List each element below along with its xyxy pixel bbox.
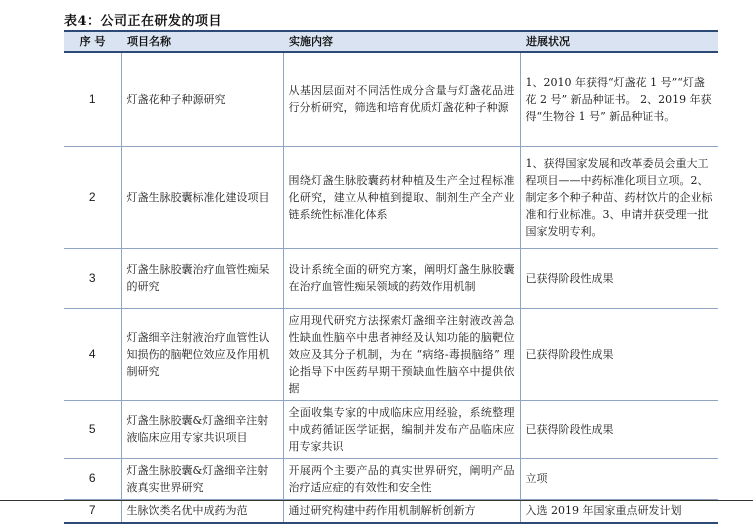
project-name: 灯盏细辛注射液治疗血管性认知损伤的脑靶位效应及作用机制研究 bbox=[121, 309, 283, 401]
project-content bbox=[283, 500, 520, 524]
project-status: 1、获得国家发展和改革委员会重大工程项目——中药标准化项目立项。2、制定多个种子种苗、药材饮片的企业标准和行业标准。3、申请并获受理一批国家发明专利。 bbox=[520, 147, 718, 249]
project-name bbox=[121, 500, 283, 524]
project-content: 设计系统全面的研究方案，阐明灯盏生脉胶囊在治疗血管性痴呆领域的药效作用机制 bbox=[283, 249, 520, 309]
project-content: 开展两个主要产品的真实世界研究，阐明产品治疗适应症的有效性和安全性 bbox=[283, 459, 520, 500]
table-header-row bbox=[64, 31, 718, 52]
project-name: 灯盏生脉胶囊&灯盏细辛注射液真实世界研究 bbox=[121, 459, 283, 500]
row-number: 3 bbox=[64, 249, 121, 309]
project-status: 立项 bbox=[520, 459, 718, 500]
row-number: 7 bbox=[64, 500, 121, 524]
row-number: 4 bbox=[64, 309, 121, 401]
projects-table bbox=[64, 30, 718, 524]
row-number: 2 bbox=[64, 147, 121, 249]
header-content: 实施内容 bbox=[283, 31, 520, 52]
row-number: 6 bbox=[64, 459, 121, 500]
table-row bbox=[64, 147, 718, 249]
project-content: 围绕灯盏生脉胶囊药材种植及生产全过程标准化研究，建立从种植到提取、制剂生产全产业链系统性标准化体系 bbox=[283, 147, 520, 249]
project-status: 1、2010 年获得“灯盏花 1 号”“灯盏花 2 号” 新品种证书。 2、2019 年获得“生物谷 1 号” 新品种证书。 bbox=[520, 52, 718, 147]
project-content: 从基因层面对不同活性成分含量与灯盏花品进行分析研究，筛选和培育优质灯盏花种子种源 bbox=[283, 52, 520, 147]
project-status-text: 入选 2019 年国家重点研发计划 bbox=[525, 504, 682, 517]
project-status bbox=[520, 500, 718, 524]
page-bottom-rule bbox=[0, 500, 753, 501]
header-status: 进展状况 bbox=[520, 31, 718, 52]
table-row bbox=[64, 249, 718, 309]
project-status: 已获得阶段性成果 bbox=[520, 309, 718, 401]
header-no: 序 号 bbox=[64, 31, 121, 52]
table-title: 表4：公司正在研发的项目 bbox=[64, 14, 223, 29]
project-name: 灯盏生脉胶囊&灯盏细辛注射液临床应用专家共识项目 bbox=[121, 401, 283, 459]
table-row bbox=[64, 309, 718, 401]
row-number: 1 bbox=[64, 52, 121, 147]
table-row bbox=[64, 500, 718, 524]
project-status: 已获得阶段性成果 bbox=[520, 249, 718, 309]
project-status: 已获得阶段性成果 bbox=[520, 401, 718, 459]
table-row bbox=[64, 401, 718, 459]
project-name: 灯盏生脉胶囊治疗血管性痴呆的研究 bbox=[121, 249, 283, 309]
project-content: 应用现代研究方法探索灯盏细辛注射液改善急性缺血性脑卒中患者神经及认知功能的脑靶位效应及其分子机制，为在 “病络-毒损脑络” 理论指导下中医药早期干预缺血性脑卒中提供依据 bbox=[283, 309, 520, 401]
project-name: 灯盏生脉胶囊标准化建设项目 bbox=[121, 147, 283, 249]
project-name-text: 生脉饮类名优中成药为范 bbox=[126, 504, 248, 517]
table-row bbox=[64, 459, 718, 500]
header-name: 项目名称 bbox=[121, 31, 283, 52]
project-content: 全面收集专家的中成临床应用经验，系统整理中成药循证医学证据，编制并发布产品临床应用专家共识 bbox=[283, 401, 520, 459]
row-number: 5 bbox=[64, 401, 121, 459]
project-name: 灯盏花种子种源研究 bbox=[121, 52, 283, 147]
table-row bbox=[64, 52, 718, 147]
project-content-text: 通过研究构建中药作用机制解析创新方 bbox=[288, 504, 476, 517]
